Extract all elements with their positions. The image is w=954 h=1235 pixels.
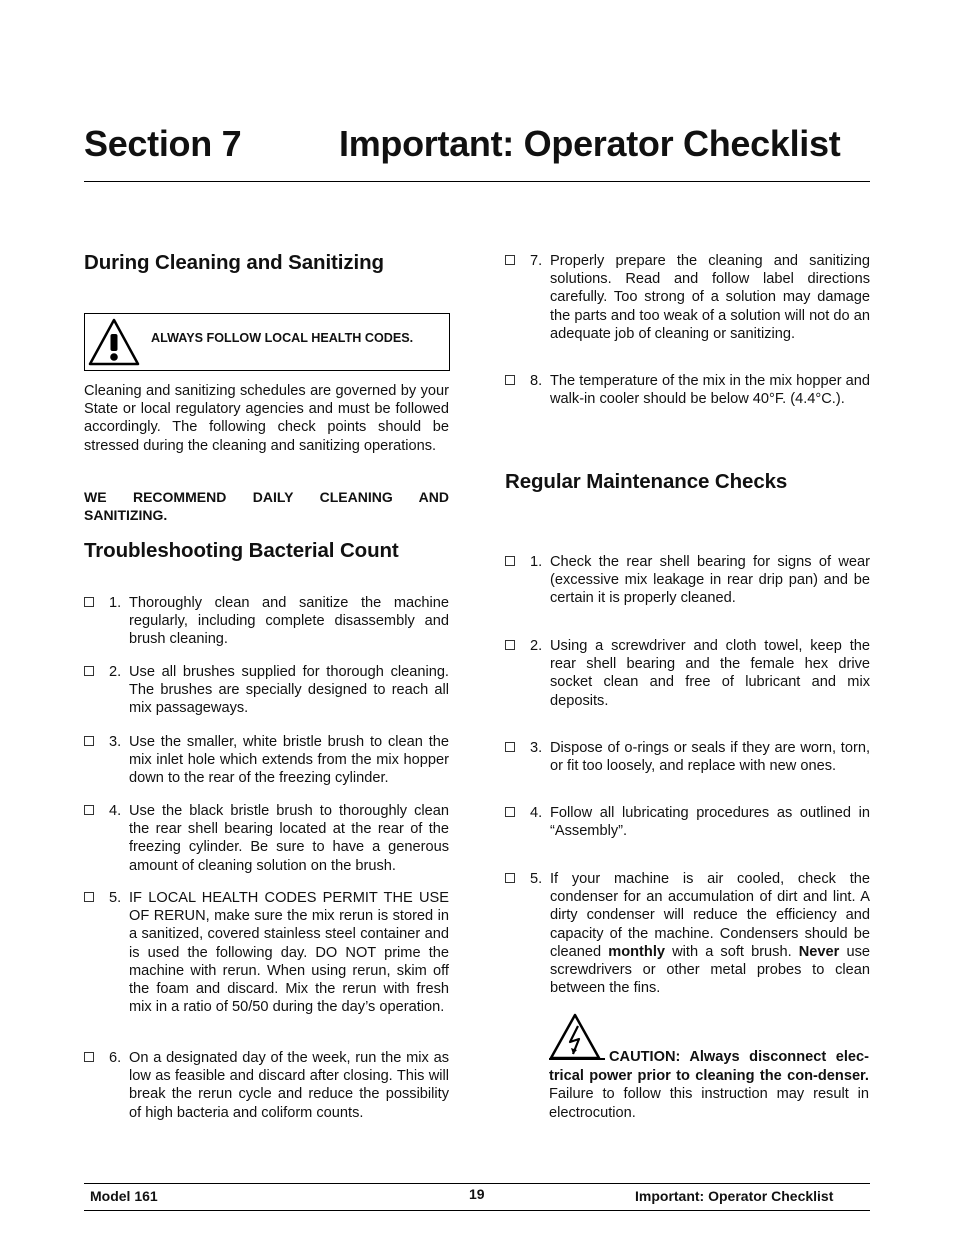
item-number: 5. [109,890,122,906]
item-text: Follow all lubricating procedures as outlined in “Assembly”. [550,805,870,840]
checkbox[interactable] [84,736,94,746]
page-title: Important: Operator Checklist [339,123,841,164]
item-number: 4. [530,805,543,821]
item-text: Use all brushes supplied for thorough cleaning. The brushes are specially designed to reach all mix passageways. [129,664,449,717]
checkbox[interactable] [505,556,515,566]
checkbox[interactable] [505,640,515,650]
item-text: Use the smaller, white bristle brush to clean the mix inlet hole which extends from the mix hopper down to the rear of the freezing cylinder. [129,734,449,787]
item-number: 4. [109,803,122,819]
checkbox[interactable] [84,1052,94,1062]
heading-maintenance: Regular Maintenance Checks [505,470,788,493]
checkbox[interactable] [505,375,515,385]
item-number: 2. [109,664,122,680]
item-number: 2. [530,638,543,654]
heading-bacterial-count: Troubleshooting Bacterial Count [84,539,399,562]
item-text: IF LOCAL HEALTH CODES PERMIT THE USE OF RERUN, make sure the mix rerun is stored in a sanitized, covered stainless steel container and is used the following day. DO NOT prime the machine with rerun. When using rerun, skim off the foam and discard. Mix the rerun with fresh mix in a ratio of 50/50 during the day’s operation. [129,890,449,1016]
page-number: 19 [469,1186,485,1202]
checkbox[interactable] [505,873,515,883]
item-text: Use the black bristle brush to thoroughly clean the rear shell bearing located at the rear of the freezing cylinder. Be sure to have a generous amount of cleaning solution on the brush. [129,803,449,874]
item-number: 1. [530,554,543,570]
recommend-line-1: WE RECOMMEND DAILY CLEANING AND [84,489,449,505]
footer-model: Model 161 [90,1188,158,1204]
section-label: Section 7 [84,123,242,164]
item-text: If your machine is air cooled, check the condenser for an accumulation of dirt and lint. A dirty condenser will reduce the efficiency and capacity of the machine. Condensers should be cleaned monthly with a soft brush. Never use screwdrivers or other metal probes to clean between the fins. [550,871,870,997]
checkbox[interactable] [84,597,94,607]
item-text: On a designated day of the week, run the mix as low as feasible and discard after closing. This will break the rerun cycle and reduce the possibility of high bacteria and coliform counts. [129,1050,449,1121]
item-number: 5. [530,871,543,887]
item-text: The temperature of the mix in the mix hopper and walk-in cooler should be below 40°F. (4.4°C.). [550,373,870,408]
cleaning-intro: Cleaning and sanitizing schedules are governed by your State or local regulatory agencies and must be followed accordingly. The following check points should be stressed during the cleaning and sanitizing operations. [84,383,449,454]
footer-title: Important: Operator Checklist [635,1188,834,1204]
recommend-note [84,488,449,542]
item-text: Properly prepare the cleaning and sanitizing solutions. Read and follow label directions carefully. Too strong of a solution may damage the parts and too weak of a solution will not do an adequate job of cleaning or sanitizing. [550,253,870,342]
checkbox[interactable] [84,666,94,676]
header-rule [84,181,870,182]
caution-note [549,1048,869,1122]
item-text: Using a screwdriver and cloth towel, keep the rear shell bearing and the female hex drive socket clean and free of lubricant and mix deposits. [550,638,870,709]
item-text: Dispose of o-rings or seals if they are worn, torn, or fit too loosely, and replace with new ones. [550,740,870,775]
checkbox[interactable] [84,892,94,902]
item-number: 7. [530,253,543,269]
item-number: 1. [109,595,122,611]
footer-rule-bottom [84,1210,870,1211]
checkbox[interactable] [505,255,515,265]
item-number: 3. [530,740,543,756]
item-text: Check the rear shell bearing for signs of wear (excessive mix leakage in rear drip pan) and be certain it is properly cleaned. [550,554,870,607]
item-number: 8. [530,373,543,389]
caution-heading: CAUTION: Always disconnect elec-trical power prior to cleaning the con-denser. [549,1049,869,1084]
warning-text: ALWAYS FOLLOW LOCAL HEALTH CODES. [151,331,414,345]
item-text: Thoroughly clean and sanitize the machine regularly, including complete disassembly and brush cleaning. [129,595,449,648]
checkbox[interactable] [84,805,94,815]
warning-icon [88,318,140,366]
item-number: 3. [109,734,122,750]
caution-text: Failure to follow this instruction may result in electrocution. [549,1086,869,1121]
item-number: 6. [109,1050,122,1066]
recommend-line-2: SANITIZING. [84,507,168,523]
heading-cleaning-sanitizing: During Cleaning and Sanitizing [84,251,384,274]
footer-rule-top [84,1183,870,1184]
checkbox[interactable] [505,742,515,752]
checkbox[interactable] [505,807,515,817]
